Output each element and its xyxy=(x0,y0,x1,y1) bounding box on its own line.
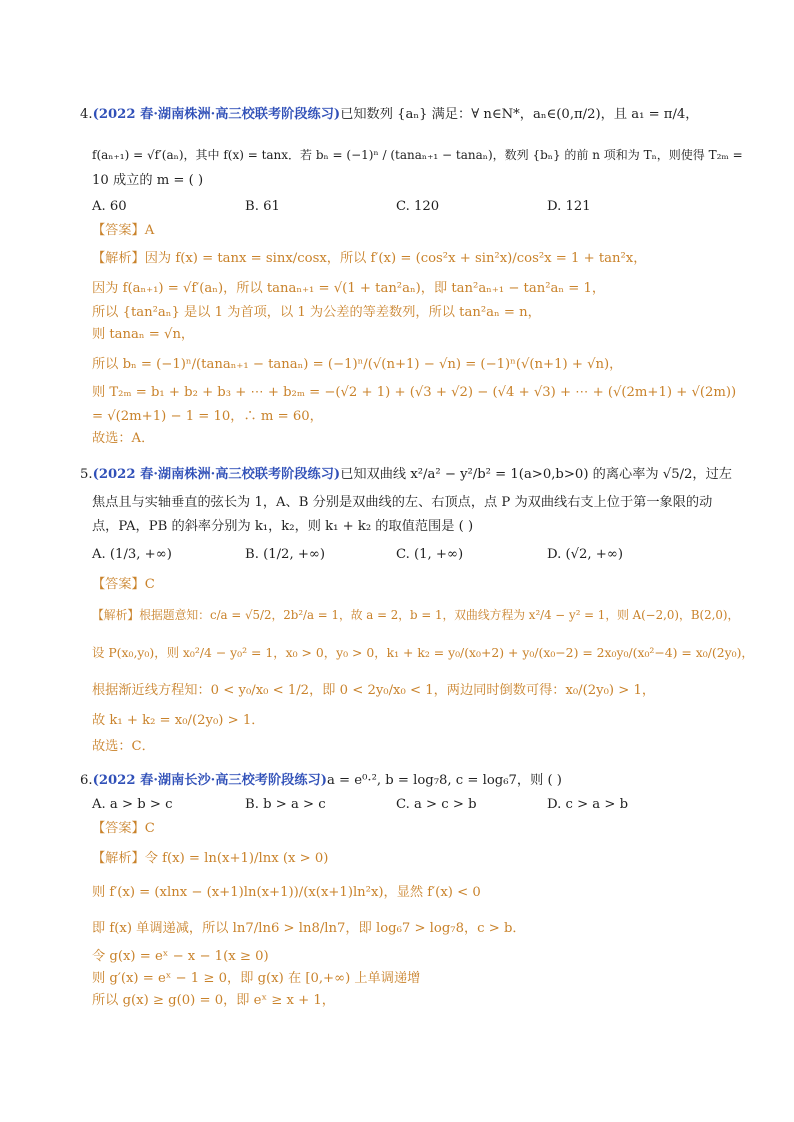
q4-stem-3: 10 成立的 m = ( ) xyxy=(92,173,204,188)
q6-option-c: C. a > c > b xyxy=(396,797,477,812)
q4-answer: 【答案】A xyxy=(92,223,155,238)
q5-source-tag: (2022 春·湖南株洲·高三校联考阶段练习) xyxy=(92,467,341,482)
q5-option-d: D. (√2, +∞) xyxy=(547,547,623,562)
q5-solution-line-4: 故 k₁ + k₂ = x₀/(2y₀) > 1． xyxy=(92,713,265,728)
q5-solution-line-2: 设 P(x₀,y₀)，则 x₀²/4 − y₀² = 1，x₀ > 0，y₀ > 0，k₁ + k₂ = y₀/(x₀+2) + y₀/(x₀−2) = 2x₀y₀/(x₀²−4) = x₀/(2y₀)， xyxy=(92,645,754,660)
q6-solution-line-2: 则 f′(x) = (xlnx − (x+1)ln(x+1))/(x(x+1)ln²x)，显然 f′(x) < 0 xyxy=(92,885,481,900)
q6-solution-line-5: 则 g′(x) = eˣ − 1 ≥ 0，即 g(x) 在 [0,+∞) 上单调递增 xyxy=(92,971,421,986)
q5-option-a: A. (1/3, +∞) xyxy=(92,547,172,562)
q5-answer: 【答案】C xyxy=(92,577,155,592)
q4-option-a: A. 60 xyxy=(92,199,127,214)
q5-stem-line-1 xyxy=(80,466,732,484)
q4-stem-2: f(aₙ₊₁) = √f′(aₙ)，其中 f(x) = tanx．若 bₙ = (−1)ⁿ / (tanaₙ₊₁ − tanaₙ)，数列 {bₙ} 的前 n 项和为 Tₙ，则使得 T₂ₘ = xyxy=(92,148,743,162)
q5-stem-3: 点，PA，PB 的斜率分别为 k₁，k₂，则 k₁ + k₂ 的取值范围是 ( ) xyxy=(92,519,474,534)
q5-stem-2: 焦点且与实轴垂直的弦长为 1，A、B 分别是双曲线的左、右顶点，点 P 为双曲线右支上位于第一象限的动 xyxy=(92,495,713,510)
q4-solution-line-5: 所以 bₙ = (−1)ⁿ/(tanaₙ₊₁ − tanaₙ) = (−1)ⁿ/(√(n+1) − √n) = (−1)ⁿ(√(n+1) + √n)， xyxy=(92,357,623,372)
q6-number: 6. xyxy=(80,773,93,788)
q4-number: 4. xyxy=(80,107,93,122)
q6-solution-line-6: 所以 g(x) ≥ g(0) = 0，即 eˣ ≥ x + 1， xyxy=(92,993,335,1008)
q6-stem-1: a = e⁰·², b = log₇8, c = log₆7，则 ( ) xyxy=(327,773,562,788)
q5-option-b: B. (1/2, +∞) xyxy=(245,547,326,562)
q6-solution-line-1: 【解析】令 f(x) = ln(x+1)/lnx (x > 0) xyxy=(92,851,329,866)
q4-solution-line-8: 故选：A． xyxy=(92,431,155,446)
q4-option-c: C. 120 xyxy=(396,199,440,214)
q6-source-tag: (2022 春·湖南长沙·高三校考阶段练习) xyxy=(92,773,327,788)
q4-solution-line-3: 所以 {tan²aₙ} 是以 1 为首项，以 1 为公差的等差数列，所以 tan²aₙ = n， xyxy=(92,305,541,320)
q6-solution-line-3: 即 f(x) 单调递减，所以 ln7/ln6 > ln8/ln7，即 log₆7 > log₇8，c > b． xyxy=(92,921,526,936)
q6-solution-line-4: 令 g(x) = eˣ − x − 1(x ≥ 0) xyxy=(92,949,269,964)
q6-option-b: B. b > a > c xyxy=(245,797,326,812)
q4-option-b: B. 61 xyxy=(245,199,280,214)
q4-source-tag: (2022 春·湖南株洲·高三校联考阶段练习) xyxy=(92,107,341,122)
q5-stem-1: 已知双曲线 x²/a² − y²/b² = 1(a>0,b>0) 的离心率为 √5/2，过左 xyxy=(340,467,732,482)
q4-solution-line-1: 【解析】因为 f(x) = tanx = sinx/cosx，所以 f′(x) = (cos²x + sin²x)/cos²x = 1 + tan²x， xyxy=(92,251,647,266)
q4-option-d: D. 121 xyxy=(547,199,591,214)
q6-stem-line-1 xyxy=(80,772,562,790)
q5-solution-line-5: 故选：C． xyxy=(92,739,155,754)
q4-solution-line-2: 因为 f(aₙ₊₁) = √f′(aₙ)，所以 tanaₙ₊₁ = √(1 + tan²aₙ)，即 tan²aₙ₊₁ − tan²aₙ = 1， xyxy=(92,281,606,296)
q4-stem-1: 已知数列 {aₙ} 满足：∀ n∈N*，aₙ∈(0,π/2)，且 a₁ = π/4， xyxy=(340,107,699,122)
q4-stem-line-1 xyxy=(80,106,699,124)
q4-solution-line-6: 则 T₂ₘ = b₁ + b₂ + b₃ + ⋯ + b₂ₘ = −(√2 + 1) + (√3 + √2) − (√4 + √3) + ⋯ + (√(2m+1) + √(2m)) xyxy=(92,385,737,400)
q4-solution-line-4: 则 tanaₙ = √n， xyxy=(92,327,195,342)
q6-option-d: D. c > a > b xyxy=(547,797,629,812)
q5-number: 5. xyxy=(80,467,93,482)
q5-option-c: C. (1, +∞) xyxy=(396,547,464,562)
q4-solution-line-7: = √(2m+1) − 1 = 10，∴ m = 60， xyxy=(92,409,323,424)
q6-option-a: A. a > b > c xyxy=(92,797,173,812)
q6-answer: 【答案】C xyxy=(92,821,155,836)
q5-solution-line-1: 【解析】根据题意知：c/a = √5/2，2b²/a = 1，故 a = 2，b = 1，双曲线方程为 x²/4 − y² = 1，则 A(−2,0)，B(2,0)， xyxy=(92,608,740,622)
q5-solution-line-3: 根据渐近线方程知：0 < y₀/x₀ < 1/2，即 0 < 2y₀/x₀ < 1，两边同时倒数可得：x₀/(2y₀) > 1， xyxy=(92,683,656,698)
